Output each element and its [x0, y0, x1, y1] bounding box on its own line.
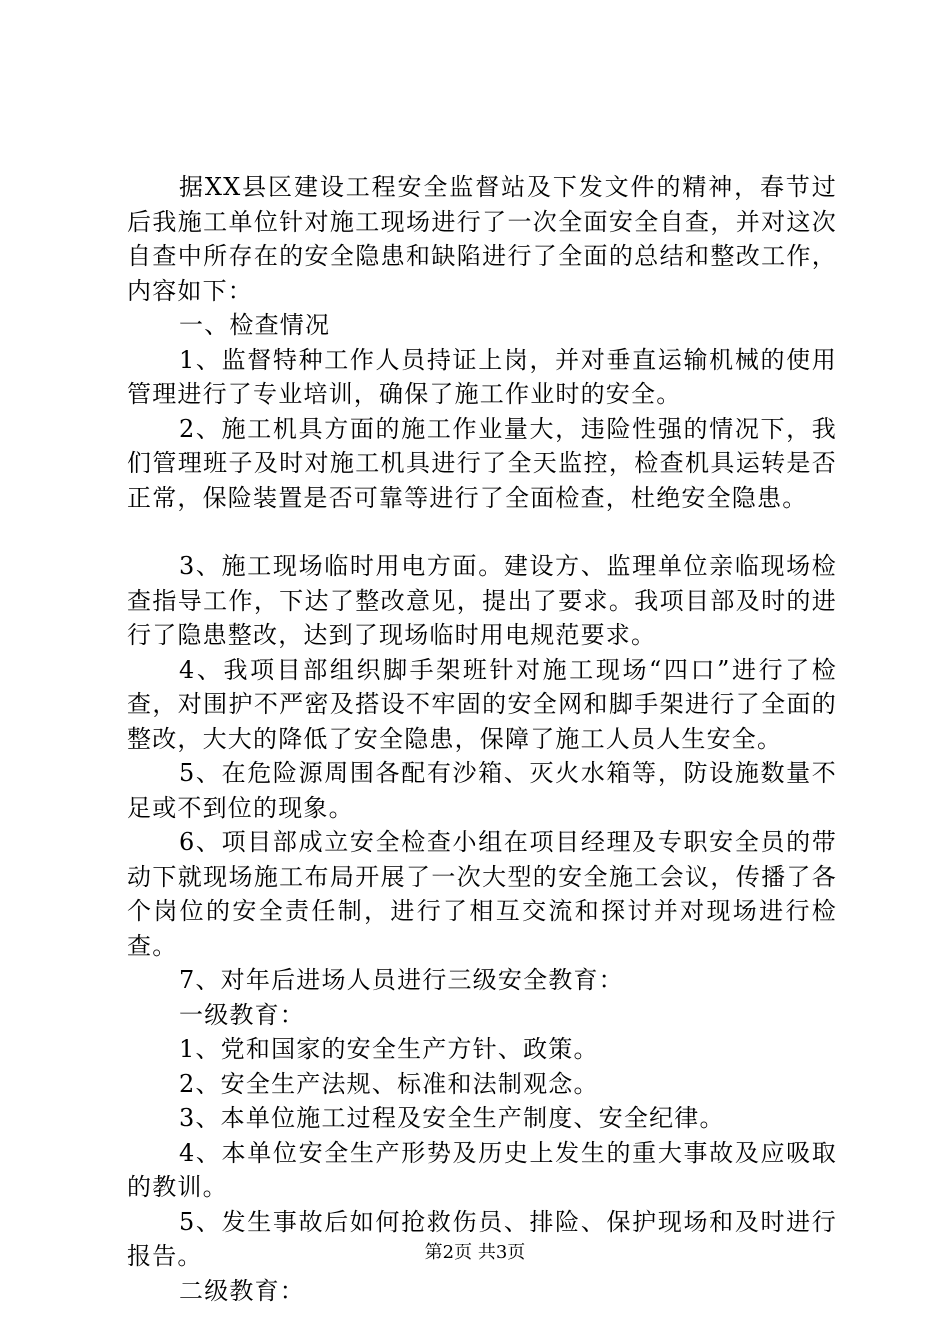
section-heading-inspection: 一、检查情况 — [179, 311, 331, 339]
inspection-item-2: 2、施工机具方面的施工作业量大，违险性强的情况下，我们管理班子及时对施工机具进行了全天监控，检查机具运转是否正常，保险装置是否可靠等进行了全面检查，杜绝安全隐患。 — [127, 414, 837, 512]
page-number-footer: 第2页 共3页 — [424, 1242, 526, 1263]
document-body — [127, 170, 837, 1308]
level-one-item-2: 2、安全生产法规、标准和法制观念。 — [179, 1069, 599, 1098]
intro-paragraph: 据XX县区建设工程安全监督站及下发文件的精神，春节过后我施工单位针对施工现场进行了一次全面安全自查，并对这次自查中所存在的安全隐患和缺陷进行了全面的总结和整改工作，内容如下： — [127, 173, 837, 305]
level-one-education-heading: 一级教育： — [179, 1000, 305, 1029]
inspection-item-6: 6、项目部成立安全检查小组在项目经理及专职安全员的带动下就现场施工布局开展了一次大型的安全施工会议，传播了各个岗位的安全责任制，进行了相互交流和探讨并对现场进行检查。 — [127, 828, 837, 960]
inspection-item-5: 5、在危险源周围各配有沙箱、灭火水箱等，防设施数量不足或不到位的现象。 — [127, 759, 837, 822]
level-one-item-4: 4、本单位安全生产形势及历史上发生的重大事故及应吸取的教训。 — [127, 1138, 837, 1201]
inspection-item-4: 4、我项目部组织脚手架班针对施工现场“四口”进行了检查，对围护不严密及搭设不牢固的安全网和脚手架进行了全面的整改，大大的降低了安全隐患，保障了施工人员人生安全。 — [127, 655, 837, 753]
inspection-item-1: 1、监督特种工作人员持证上岗，并对垂直运输机械的使用管理进行了专业培训，确保了施工作业时的安全。 — [127, 345, 837, 408]
inspection-item-7: 7、对年后进场人员进行三级安全教育： — [179, 966, 624, 994]
level-one-item-5: 5、发生事故后如何抢救伤员、排险、保护现场和及时进行报告。 — [127, 1207, 837, 1270]
level-one-item-1: 1、党和国家的安全生产方针、政策。 — [179, 1035, 599, 1063]
inspection-item-3: 3、施工现场临时用电方面。建设方、监理单位亲临现场检查指导工作，下达了整改意见，提出了要求。我项目部及时的进行了隐患整改，达到了现场临时用电规范要求。 — [127, 552, 837, 649]
level-one-item-3: 3、本单位施工过程及安全生产制度、安全纪律。 — [179, 1104, 725, 1132]
level-two-education-heading: 二级教育： — [179, 1276, 305, 1305]
